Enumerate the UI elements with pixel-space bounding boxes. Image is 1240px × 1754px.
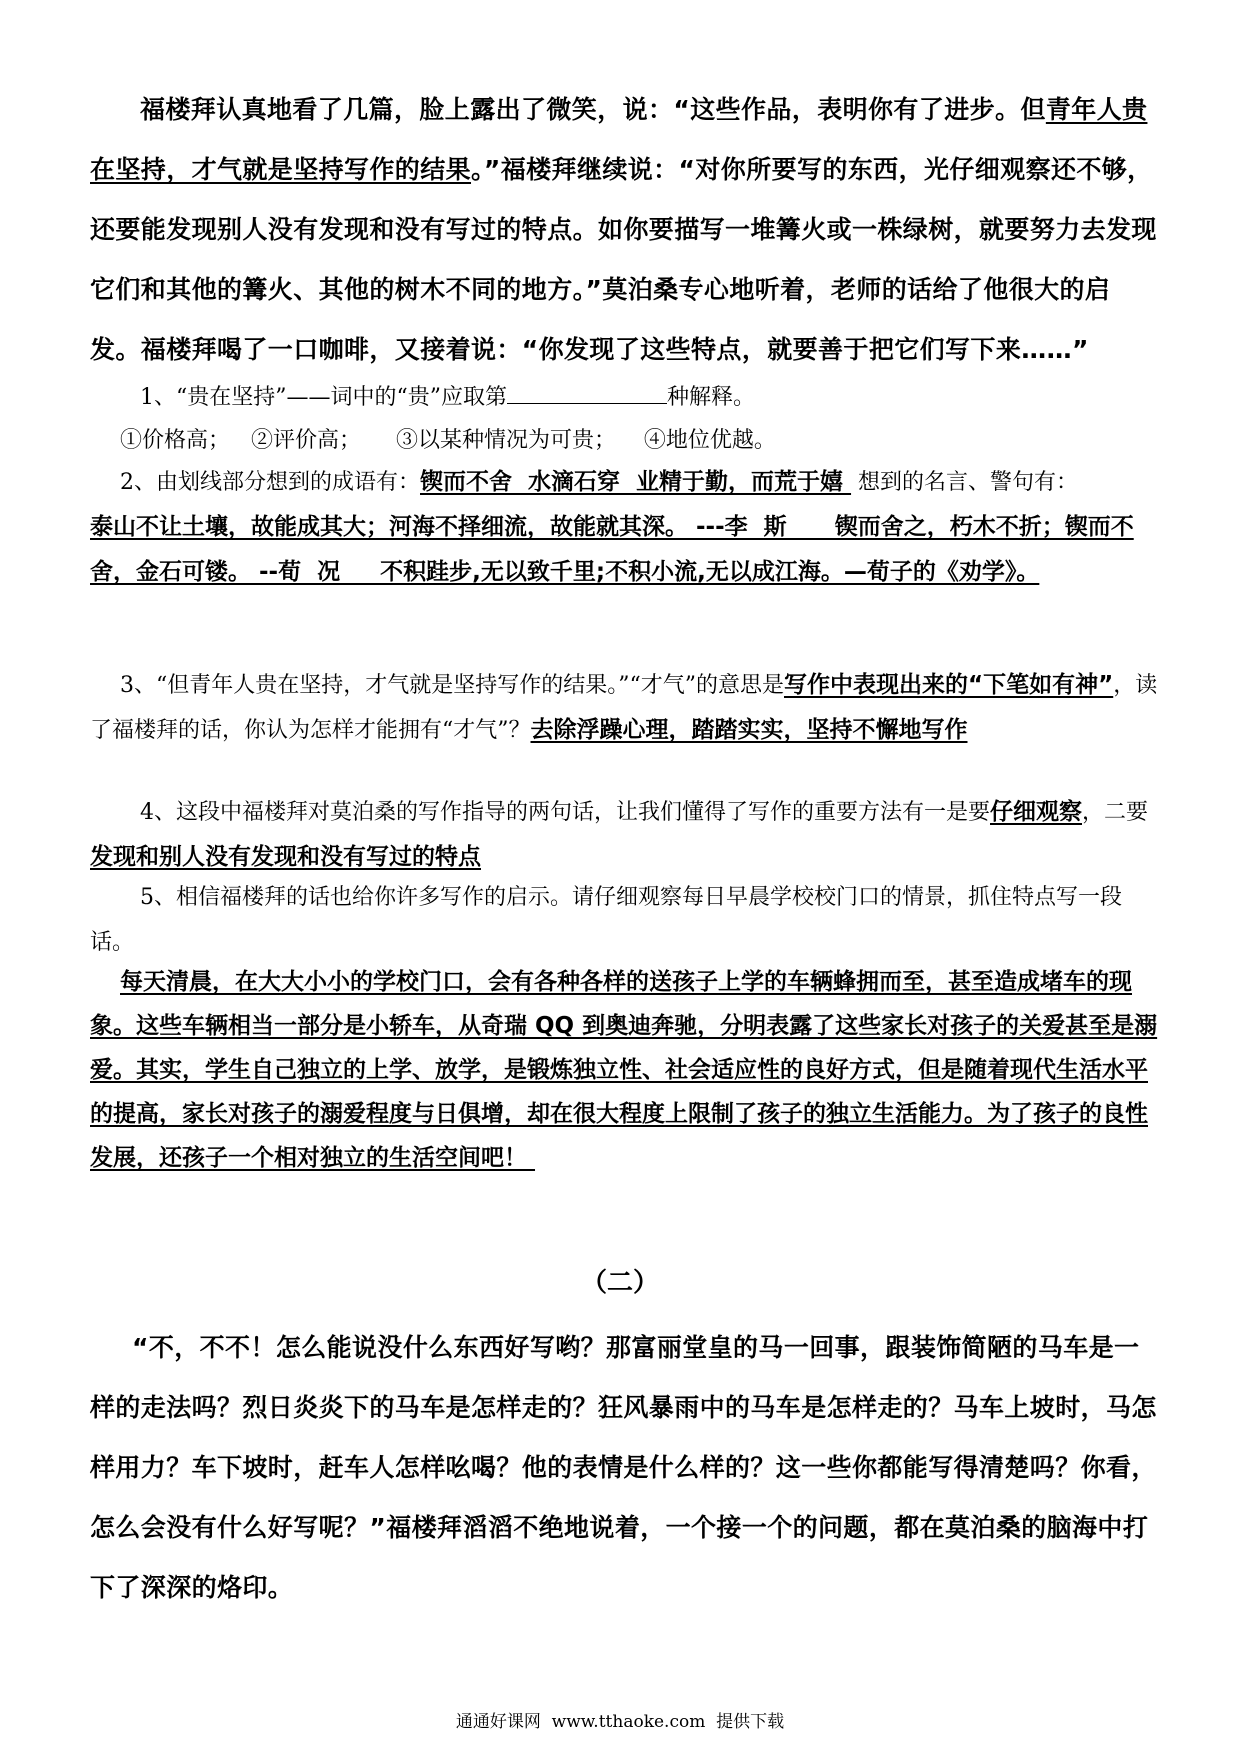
question-5: 5、相信福楼拜的话也给你许多写作的启示。请仔细观察每日早晨学校校门口的情景，抓住特点写一段话。 bbox=[90, 885, 1123, 955]
underlined-sentence: 青年人贵在坚持，才气就是坚持写作的结果 bbox=[90, 95, 1148, 184]
question-4 bbox=[90, 790, 1158, 880]
idioms-answer: 锲而不舍 水滴石穿 业精于勤，而荒于嬉 bbox=[420, 469, 852, 495]
method-answer: 去除浮躁心理，踏踏实实，坚持不懈地写作 bbox=[530, 717, 968, 743]
answer-blank bbox=[507, 381, 667, 404]
question-1 bbox=[90, 375, 1158, 420]
passage-paragraph-2: “不，不不！怎么能说没什么东西好写哟？那富丽堂皇的马一回事，跟装饰简陋的马车是一样的走法吗？烈日炎炎下的马车是怎样走的？狂风暴雨中的马车是怎样走的？马车上坡时，马怎样用力？车下坡时，赶车人怎样吆喝？他的表情是什么样的？这一些你都能写得清楚吗？你看，怎么会没有什么好写呢？”福楼拜滔滔不绝地说着，一个接一个的问题，都在莫泊桑的脑海中打下了深深的烙印。 bbox=[90, 1333, 1157, 1602]
question-text: ，二要 bbox=[1082, 800, 1149, 825]
question-text: ，读了福楼拜的话，你认为怎样才能拥有“才气”？ bbox=[90, 673, 1158, 743]
meaning-answer: 写作中表现出来的“下笔如有神” bbox=[784, 672, 1114, 698]
question-1-options: ①价格高； ②评价高； ③以某种情况为可贵； ④地位优越。 bbox=[120, 428, 776, 453]
passage-paragraph-1 bbox=[90, 80, 1158, 380]
question-text: 4、这段中福楼拜对莫泊桑的写作指导的两句话，让我们懂得了写作的重要方法有一是要 bbox=[140, 800, 990, 825]
question-text: 种解释。 bbox=[667, 385, 756, 410]
question-text: 3、“但青年人贵在坚持，才气就是坚持写作的结果。”“才气”的意思是 bbox=[120, 673, 784, 698]
question-2 bbox=[90, 460, 1158, 595]
method-two-answer: 发现和别人没有发现和没有写过的特点 bbox=[90, 844, 481, 870]
question-5-answer bbox=[90, 960, 1158, 1180]
question-text: 2、由划线部分想到的成语有： bbox=[120, 470, 420, 495]
quotes-answer: 泰山不让土壤，故能成其大；河海不择细流，故能就其深。 ---李 斯 锲而舍之，朽木不折；锲而不舍，金石可镂。 --荀 况 不积跬步,无以致千里;不积小流,无以成江海。—荀子的《劝学》。 bbox=[90, 514, 1134, 585]
passage-text: 。”福楼拜继续说：“对你所要写的东西，光仔细观察还不够，还要能发现别人没有发现和没有写过的特点。如你要描写一堆篝火或一株绿树，就要努力去发现它们和其他的篝火、其他的树木不同的地方。”莫泊桑专心地听着，老师的话给了他很大的启发。福楼拜喝了一口咖啡，又接着说：“你发现了这些特点，就要善于把它们写下来……” bbox=[90, 155, 1157, 364]
passage-text: 福楼拜认真地看了几篇，脸上露出了微笑，说：“这些作品，表明你有了进步。但 bbox=[140, 95, 1046, 124]
question-3 bbox=[90, 663, 1158, 753]
question-text: 1、“贵在坚持”——词中的“贵”应取第 bbox=[140, 385, 507, 410]
method-one-answer: 仔细观察 bbox=[990, 799, 1082, 825]
question-text: 想到的名言、警句有： bbox=[851, 470, 1079, 495]
section-heading: （二） bbox=[580, 1268, 659, 1298]
page-footer: 通通好课网 www.tthaoke.com 提供下载 bbox=[455, 1712, 785, 1732]
essay-answer: 每天清晨，在大大小小的学校门口，会有各种各样的送孩子上学的车辆蜂拥而至，甚至造成堵车的现象。这些车辆相当一部分是小轿车，从奇瑞 QQ 到奥迪奔驰，分明表露了这些家长对孩子的关爱甚至是溺爱。其实，学生自己独立的上学、放学，是锻炼独立性、社会适应性的良好方式，但是随着现代生活水平的提高，家长对孩子的溺爱程度与日俱增，却在很大程度上限制了孩子的独立生活能力。为了孩子的良性发展，还孩子一个相对独立的生活空间吧！ bbox=[90, 969, 1158, 1171]
